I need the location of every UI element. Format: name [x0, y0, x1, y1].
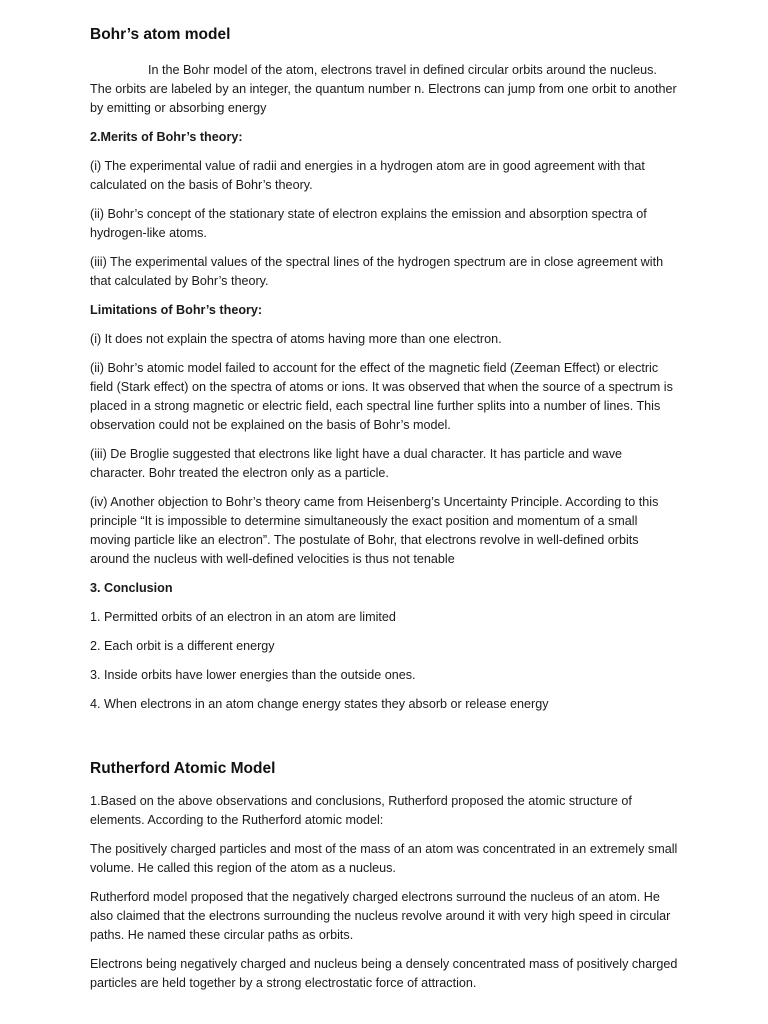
limitation-item-4: (iv) Another objection to Bohr’s theory came from Heisenberg’s Uncertainty Principle. According to this principle “It is impossible to determine simultaneously the exact position and momentum of a small moving particle like an electron”. The postulate of Bohr, that electrons revolve in well-defined orbits around the nucleus with well-defined velocities is thus not tenable — [90, 495, 659, 566]
limitations-heading: Limitations of Bohr’s theory: — [90, 303, 263, 317]
merit-item-1: (i) The experimental value of radii and energies in a hydrogen atom are in good agreement with that calculated on the basis of Bohr’s theory. — [90, 159, 645, 192]
conclusion-item-1: 1. Permitted orbits of an electron in an atom are limited — [90, 610, 396, 624]
merit-item-3: (iii) The experimental values of the spectral lines of the hydrogen spectrum are in close agreement with that calculated by Bohr’s theory. — [90, 255, 664, 288]
merit-item-2: (ii) Bohr’s concept of the stationary state of electron explains the emission and absorption spectra of hydrogen-like atoms. — [90, 207, 647, 240]
limitation-item-1: (i) It does not explain the spectra of atoms having more than one electron. — [90, 332, 502, 346]
rutherford-paragraph-4: Electrons being negatively charged and nucleus being a densely concentrated mass of positively charged particles are held together by a strong electrostatic force of attraction. — [90, 957, 678, 990]
conclusion-item-2: 2. Each orbit is a different energy — [90, 639, 275, 653]
limitation-item-3: (iii) De Broglie suggested that electrons like light have a dual character. It has particle and wave character. Bohr treated the electron only as a particle. — [90, 447, 623, 480]
conclusion-item-3: 3. Inside orbits have lower energies than the outside ones. — [90, 668, 416, 682]
limitation-item-2: (ii) Bohr’s atomic model failed to account for the effect of the magnetic field (Zeeman Effect) or electric field (Stark effect) on the spectra of atoms or ions. It was observed that when the source of a spectrum is placed in a strong magnetic or electric field, each spectral line further splits into a number of lines. This observation could not be explained on the basis of Bohr’s model. — [90, 361, 673, 432]
rutherford-paragraph-1: 1.Based on the above observations and conclusions, Rutherford proposed the atomic structure of elements. According to the Rutherford atomic model: — [90, 794, 632, 827]
bohr-section-title: Bohr’s atom model — [90, 26, 231, 43]
conclusion-heading: 3. Conclusion — [90, 581, 173, 595]
bohr-intro-paragraph: In the Bohr model of the atom, electrons travel in defined circular orbits around the nucleus. The orbits are labeled by an integer, the quantum number n. Electrons can jump from one orbit to another by emitting or absorbing energy — [90, 63, 677, 115]
rutherford-paragraph-3: Rutherford model proposed that the negatively charged electrons surround the nucleus of an atom. He also claimed that the electrons surrounding the nucleus revolve around it with very high speed in circular paths. He named these circular paths as orbits. — [90, 890, 671, 942]
merits-heading: 2.Merits of Bohr’s theory: — [90, 130, 243, 144]
rutherford-paragraph-2: The positively charged particles and most of the mass of an atom was concentrated in an extremely small volume. He called this region of the atom as a nucleus. — [90, 842, 678, 875]
rutherford-section-title: Rutherford Atomic Model — [90, 760, 276, 777]
conclusion-item-4: 4. When electrons in an atom change energy states they absorb or release energy — [90, 697, 549, 711]
